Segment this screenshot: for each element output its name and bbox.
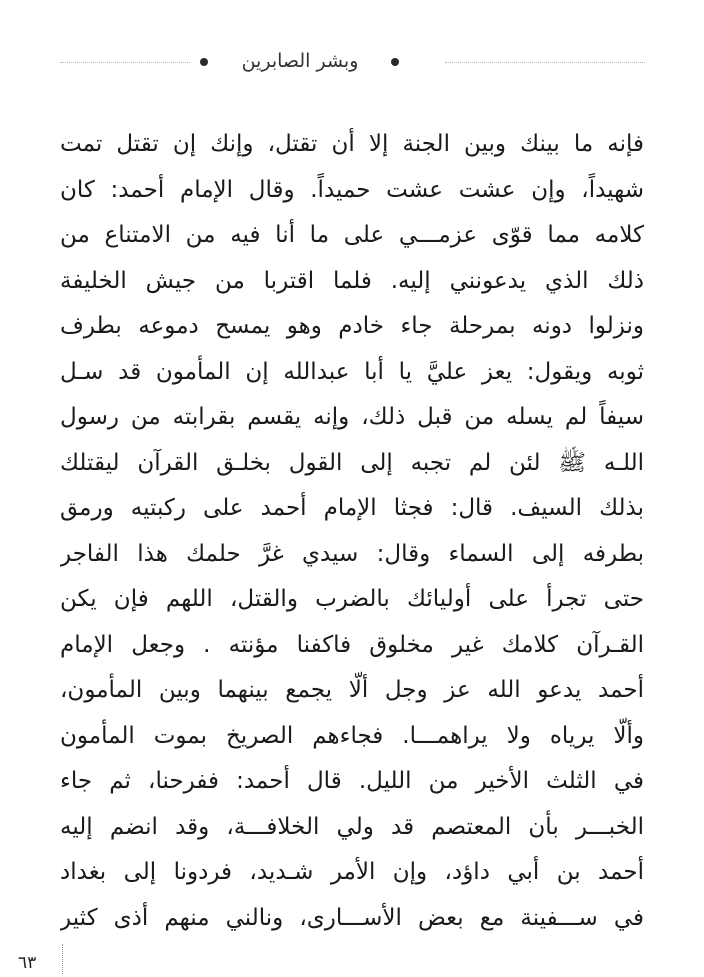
header-title: وبشر الصابرين (241, 50, 359, 72)
text-line: حتى تجرأ على أوليائك بالضرب والقتل، اللهم فإن يكن (60, 586, 644, 612)
text-line: اللـه ﷺ لئن لم تجبه إلى القول بخلـق القرآن ليقتلك (60, 449, 644, 476)
text-line: سيفاً لم يسله من قبل ذلك، وإنه يقسم بقرابته من رسول (60, 404, 644, 430)
header-rule-left (60, 62, 190, 63)
text-line: كلامه مما قوّى عزمـــي على ما أنا فيه من الامتناع من (60, 222, 644, 248)
body-text (60, 122, 644, 941)
text-line: أحمد يدعو الله عز وجل ألّا يجمع بينهما وبين المأمون، (60, 677, 644, 703)
text-line: الخبـــر بأن المعتصم قد ولي الخلافـــة، وقد انضم إليه (60, 813, 644, 840)
text-line: في الثلث الأخير من الليل. قال أحمد: ففرحنا، ثم جاء (60, 768, 644, 794)
header-bullet-right (391, 58, 399, 66)
running-header (60, 40, 645, 80)
text-line: في ســـفينة مع بعض الأســـارى، ونالني منهم أذى كثير (60, 904, 644, 931)
text-line: بذلك السيف. قال: فجثا الإمام أحمد على ركبتيه ورمق (60, 495, 644, 521)
text-line: ونزلوا دونه بمرحلة جاء خادم وهو يمسح دموعه بطرف (60, 313, 644, 339)
text-line: شهيداً، وإن عشت عشت حميداً. وقال الإمام أحمد: كان (60, 176, 644, 203)
text-line: القـرآن كلامك غير مخلوق فاكفنا مؤنته . وجعل الإمام (60, 631, 644, 658)
footer-rule (62, 944, 63, 974)
text-line: ثوبه ويقول: يعز عليَّ يا أبا عبدالله إن المأمون قد سـل (60, 358, 644, 385)
text-line: ذلك الذي يدعونني إليه. فلما اقتربا من جيش الخليفة (60, 267, 644, 294)
text-line: بطرفه إلى السماء وقال: سيدي غرَّ حلمك هذا الفاجر (60, 540, 644, 567)
header-bullet-left (200, 58, 208, 66)
text-line: فإنه ما بينك وبين الجنة إلا أن تقتل، وإنك إن تقتل تمت (60, 131, 644, 157)
text-line: وألّا يرياه ولا يراهمـــا. فجاءهم الصريخ بموت المأمون (60, 722, 644, 749)
page-number: ٦٣ (18, 953, 37, 973)
text-line: أحمد بن أبي داؤد، وإن الأمر شـديد، فردونا إلى بغداد (60, 859, 644, 885)
header-rule-right (445, 62, 645, 63)
